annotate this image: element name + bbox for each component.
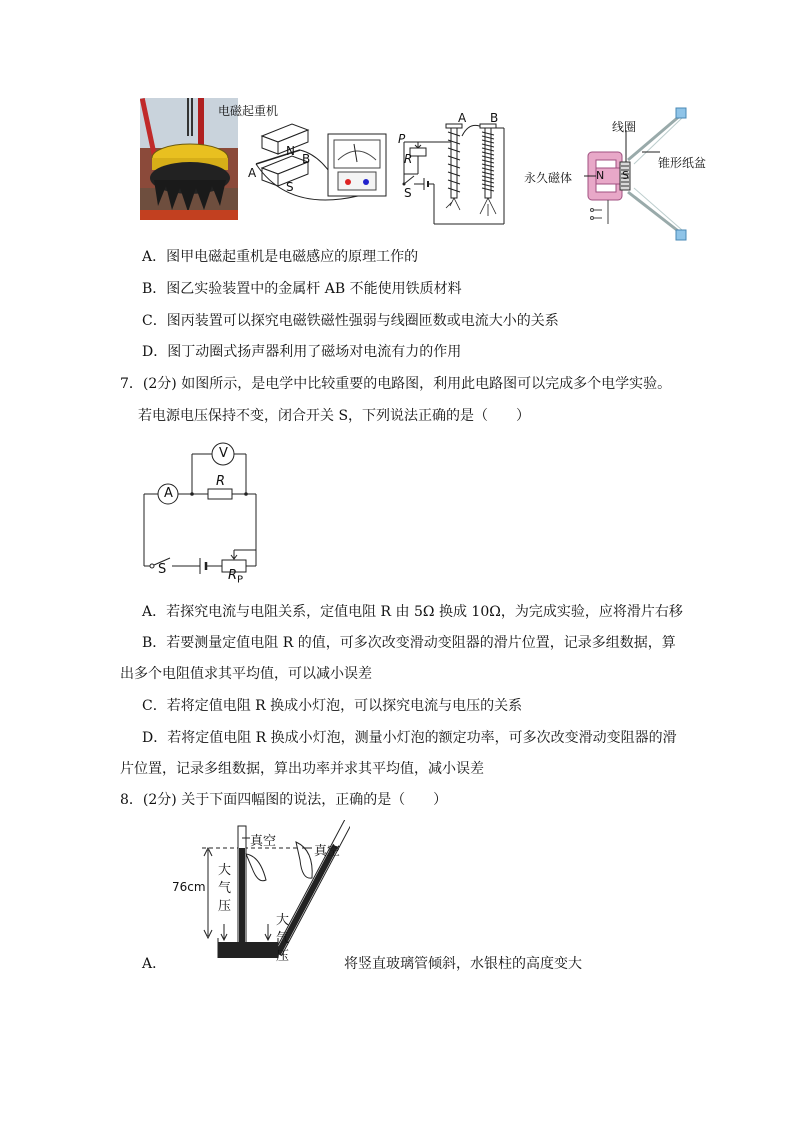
q7-option-b-line1: B．若要测量定值电阻 R 的值，可多次改变滑动变阻器的滑片位置，记录多组数据，算 bbox=[142, 635, 676, 651]
q7-option-d-line1: D．若将定值电阻 R 换成小灯泡，测量小灯泡的额定功率，可多次改变滑动变阻器的滑 bbox=[142, 730, 677, 746]
q6-option-d: D．图丁动圈式扬声器利用了磁场对电流有力的作用 bbox=[142, 344, 462, 360]
q8-atm-label-2 bbox=[276, 912, 292, 966]
resistor-r-label: R bbox=[404, 152, 413, 166]
nail-b-label: B bbox=[490, 111, 499, 125]
q8-atm1-char: 气 bbox=[218, 881, 232, 896]
electromagnet-circuit bbox=[398, 114, 522, 232]
q7-rheostat-letter: R bbox=[228, 568, 238, 583]
q7-voltmeter-label: V bbox=[219, 446, 228, 461]
q8-option-a-text: 将竖直玻璃管倾斜，水银柱的高度变大 bbox=[344, 956, 582, 972]
speaker-n-label: N bbox=[596, 169, 605, 182]
q6-option-b: B．图乙实验装置中的金属杆 AB 不能使用铁质材料 bbox=[142, 281, 462, 297]
q7-rheostat-subscript: P bbox=[237, 574, 244, 586]
q7-option-a: A．若探究电流与电阻关系，定值电阻 R 由 5Ω 换成 10Ω，为完成实验，应将滑片右移 bbox=[142, 604, 683, 620]
q7-switch-label: S bbox=[158, 562, 167, 577]
q7-ammeter-label: A bbox=[164, 486, 173, 501]
slider-p-label: P bbox=[398, 132, 406, 146]
speaker-s-label: S bbox=[622, 169, 629, 182]
q8-vacuum-label-2: 真空 bbox=[314, 844, 341, 859]
magnet-n-label: N bbox=[286, 144, 295, 158]
q7-stem-line2: 若电源电压保持不变，闭合开关 S，下列说法正确的是（ ） bbox=[138, 408, 531, 424]
permanent-magnet-label: 永久磁体 bbox=[524, 171, 573, 185]
cone-label: 锥形纸盆 bbox=[658, 156, 707, 170]
q7-resistor-label: R bbox=[216, 474, 226, 489]
coil-label: 线圈 bbox=[612, 120, 637, 134]
rod-a-label: A bbox=[248, 166, 257, 180]
q8-option-a-letter: A． bbox=[142, 956, 167, 972]
q8-atm1-char: 大 bbox=[218, 863, 232, 878]
q8-atm2-char: 大 bbox=[276, 913, 290, 928]
q6-figure-row bbox=[138, 96, 718, 246]
induction-apparatus bbox=[248, 116, 388, 220]
q8-atm-label-1 bbox=[218, 862, 234, 916]
q8-atm2-char: 压 bbox=[276, 949, 290, 964]
switch-s-label: S bbox=[404, 186, 412, 200]
q8-vacuum-label-1: 真空 bbox=[250, 834, 277, 849]
q8-atm2-char: 气 bbox=[276, 931, 290, 946]
q8-atm1-char: 压 bbox=[218, 899, 232, 914]
q7-rheostat-label bbox=[228, 568, 243, 586]
q6-option-c: C．图丙装置可以探究电磁铁磁性强弱与线圈匝数或电流大小的关系 bbox=[142, 313, 559, 329]
crane-label: 电磁起重机 bbox=[218, 104, 279, 118]
q7-option-b-line2: 出多个电阻值求其平均值，可以减小误差 bbox=[120, 666, 372, 682]
q8-stem: 8．(2分) 关于下面四幅图的说法，正确的是（ ） bbox=[120, 792, 448, 808]
nail-a-label: A bbox=[458, 111, 467, 125]
q7-option-d-line2: 片位置，记录多组数据，算出功率并求其平均值，减小误差 bbox=[120, 761, 484, 777]
q8-height-label: 76cm bbox=[172, 880, 206, 894]
rod-b-label: B bbox=[302, 152, 311, 166]
q7-option-c: C．若将定值电阻 R 换成小灯泡，可以探究电流与电压的关系 bbox=[142, 698, 523, 714]
q7-stem-line1: 7．(2分) 如图所示，是电学中比较重要的电路图，利用此电路图可以完成多个电学实验。 bbox=[120, 376, 672, 392]
q6-option-a: A．图甲电磁起重机是电磁感应的原理工作的 bbox=[142, 249, 419, 265]
magnet-s-label: S bbox=[286, 180, 294, 194]
q7-circuit-diagram bbox=[136, 438, 266, 588]
